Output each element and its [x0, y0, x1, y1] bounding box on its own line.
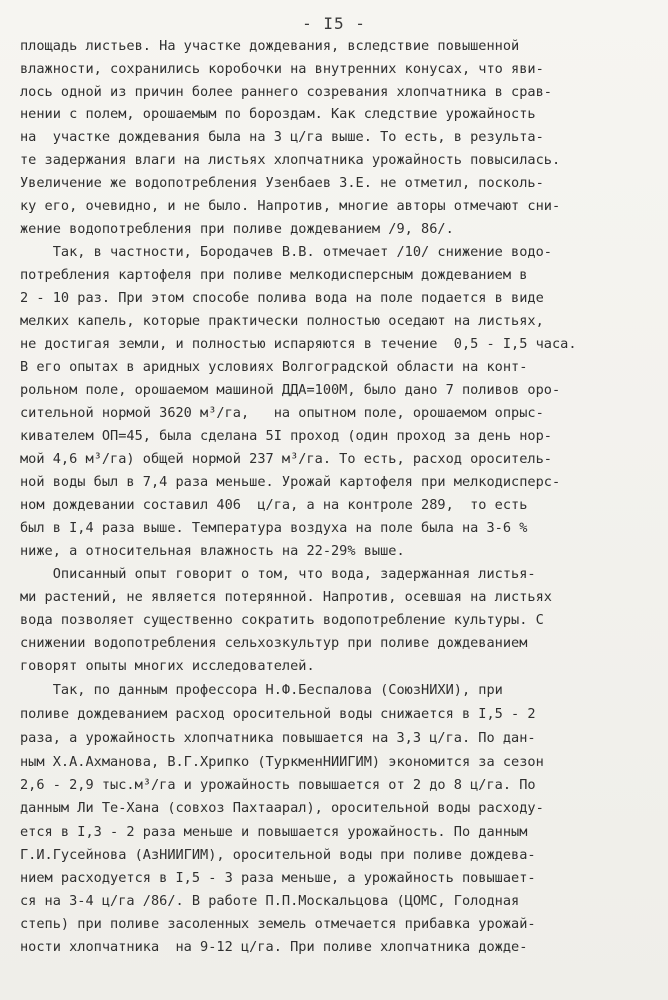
text-line: ниже, а относительная влажность на 22-29% выше. — [20, 543, 405, 559]
text-line: те задержания влаги на листьях хлопчатника урожайность повысилась. — [20, 152, 561, 168]
text-line: лось одной из причин более раннего созревания хлопчатника в срав- — [20, 84, 552, 100]
text-line: ся на 3-4 ц/га /86/. В работе П.П.Москальцова (ЦОМС, Голодная — [20, 893, 520, 909]
text-line: ном дождевании составил 406 ц/га, а на контроле 289, то есть — [20, 497, 528, 513]
text-line: 2,6 - 2,9 тыс.м³/га и урожайность повышается от 2 до 8 ц/га. По — [20, 777, 536, 793]
text-line: жение водопотребления при поливе дождеванием /9, 86/. — [20, 221, 454, 237]
text-line: данным Ли Те-Хана (совхоз Пахтаарал), оросительной воды расходу- — [20, 800, 544, 816]
text-line: Описанный опыт говорит о том, что вода, задержанная листья- — [20, 566, 536, 582]
text-line: Г.И.Гусейнова (АзНИИГИМ), оросительной воды при поливе дождева- — [20, 847, 536, 863]
text-line: был в I,4 раза выше. Температура воздуха на поле была на 3-6 % — [20, 520, 528, 536]
text-line: ной воды был в 7,4 раза меньше. Урожай картофеля при мелкодисперс- — [20, 474, 561, 490]
text-line: ности хлопчатника на 9-12 ц/га. При поливе хлопчатника дожде- — [20, 939, 528, 955]
text-line: ется в I,3 - 2 раза меньше и повышается урожайность. По данным — [20, 824, 528, 840]
text-line: на участке дождевания была на 3 ц/га выше. То есть, в результа- — [20, 129, 544, 145]
text-line: кивателем ОП=45, была сделана 5I проход (один проход за день нор- — [20, 428, 552, 444]
text-line: мелких капель, которые практически полностью оседают на листьях, — [20, 313, 544, 329]
text-line: нении с полем, орошаемым по бороздам. Как следствие урожайность — [20, 106, 536, 122]
text-line: Так, по данным профессора Н.Ф.Беспалова (СоюзНИХИ), при — [20, 682, 503, 698]
text-line: рольном поле, орошаемом машиной ДДА=100М, было дано 7 поливов оро- — [20, 382, 561, 398]
text-line: поливе дождеванием расход оросительной воды снижается в I,5 - 2 — [20, 706, 536, 722]
text-line: Увеличение же водопотребления Узенбаев З.Е. не отметил, посколь- — [20, 175, 544, 191]
text-line: мой 4,6 м³/га) общей нормой 237 м³/га. То есть, расход ороситель- — [20, 451, 552, 467]
text-line: степь) при поливе засоленных земель отмечается прибавка урожай- — [20, 916, 536, 932]
text-line: ми растений, не является потерянной. Напротив, осевшая на листьях — [20, 589, 552, 605]
text-line: площадь листьев. На участке дождевания, вследствие повышенной — [20, 38, 520, 54]
text-line: нием расходуется в I,5 - 3 раза меньше, а урожайность повышает- — [20, 870, 536, 886]
text-line: В его опытах в аридных условиях Волгоградской области на конт- — [20, 359, 528, 375]
text-line: потребления картофеля при поливе мелкодисперсным дождеванием в — [20, 267, 528, 283]
text-line: 2 - 10 раз. При этом способе полива вода на поле подается в виде — [20, 290, 544, 306]
text-line: раза, а урожайность хлопчатника повышается на 3,3 ц/га. По дан- — [20, 730, 536, 746]
text-line: Так, в частности, Бородачев В.В. отмечает /10/ снижение водо- — [20, 244, 552, 260]
text-line: сительной нормой 3620 м³/га, на опытном поле, орошаемом опрыс- — [20, 405, 544, 421]
text-line: не достигая земли, и полностью испаряются в течение 0,5 - I,5 часа. — [20, 336, 577, 352]
text-line: влажности, сохранились коробочки на внутренних конусах, что яви- — [20, 61, 544, 77]
text-line: говорят опыты многих исследователей. — [20, 658, 315, 674]
text-line: снижении водопотребления сельхозкультур при поливе дождеванием — [20, 635, 528, 651]
page-number: - I5 - — [302, 14, 366, 33]
text-line: ным Х.А.Ахманова, В.Г.Хрипко (ТуркменНИИГИМ) экономится за сезон — [20, 754, 544, 770]
text-line: вода позволяет существенно сократить водопотребление культуры. С — [20, 612, 544, 628]
text-line: ку его, очевидно, и не было. Напротив, многие авторы отмечают сни- — [20, 198, 561, 214]
